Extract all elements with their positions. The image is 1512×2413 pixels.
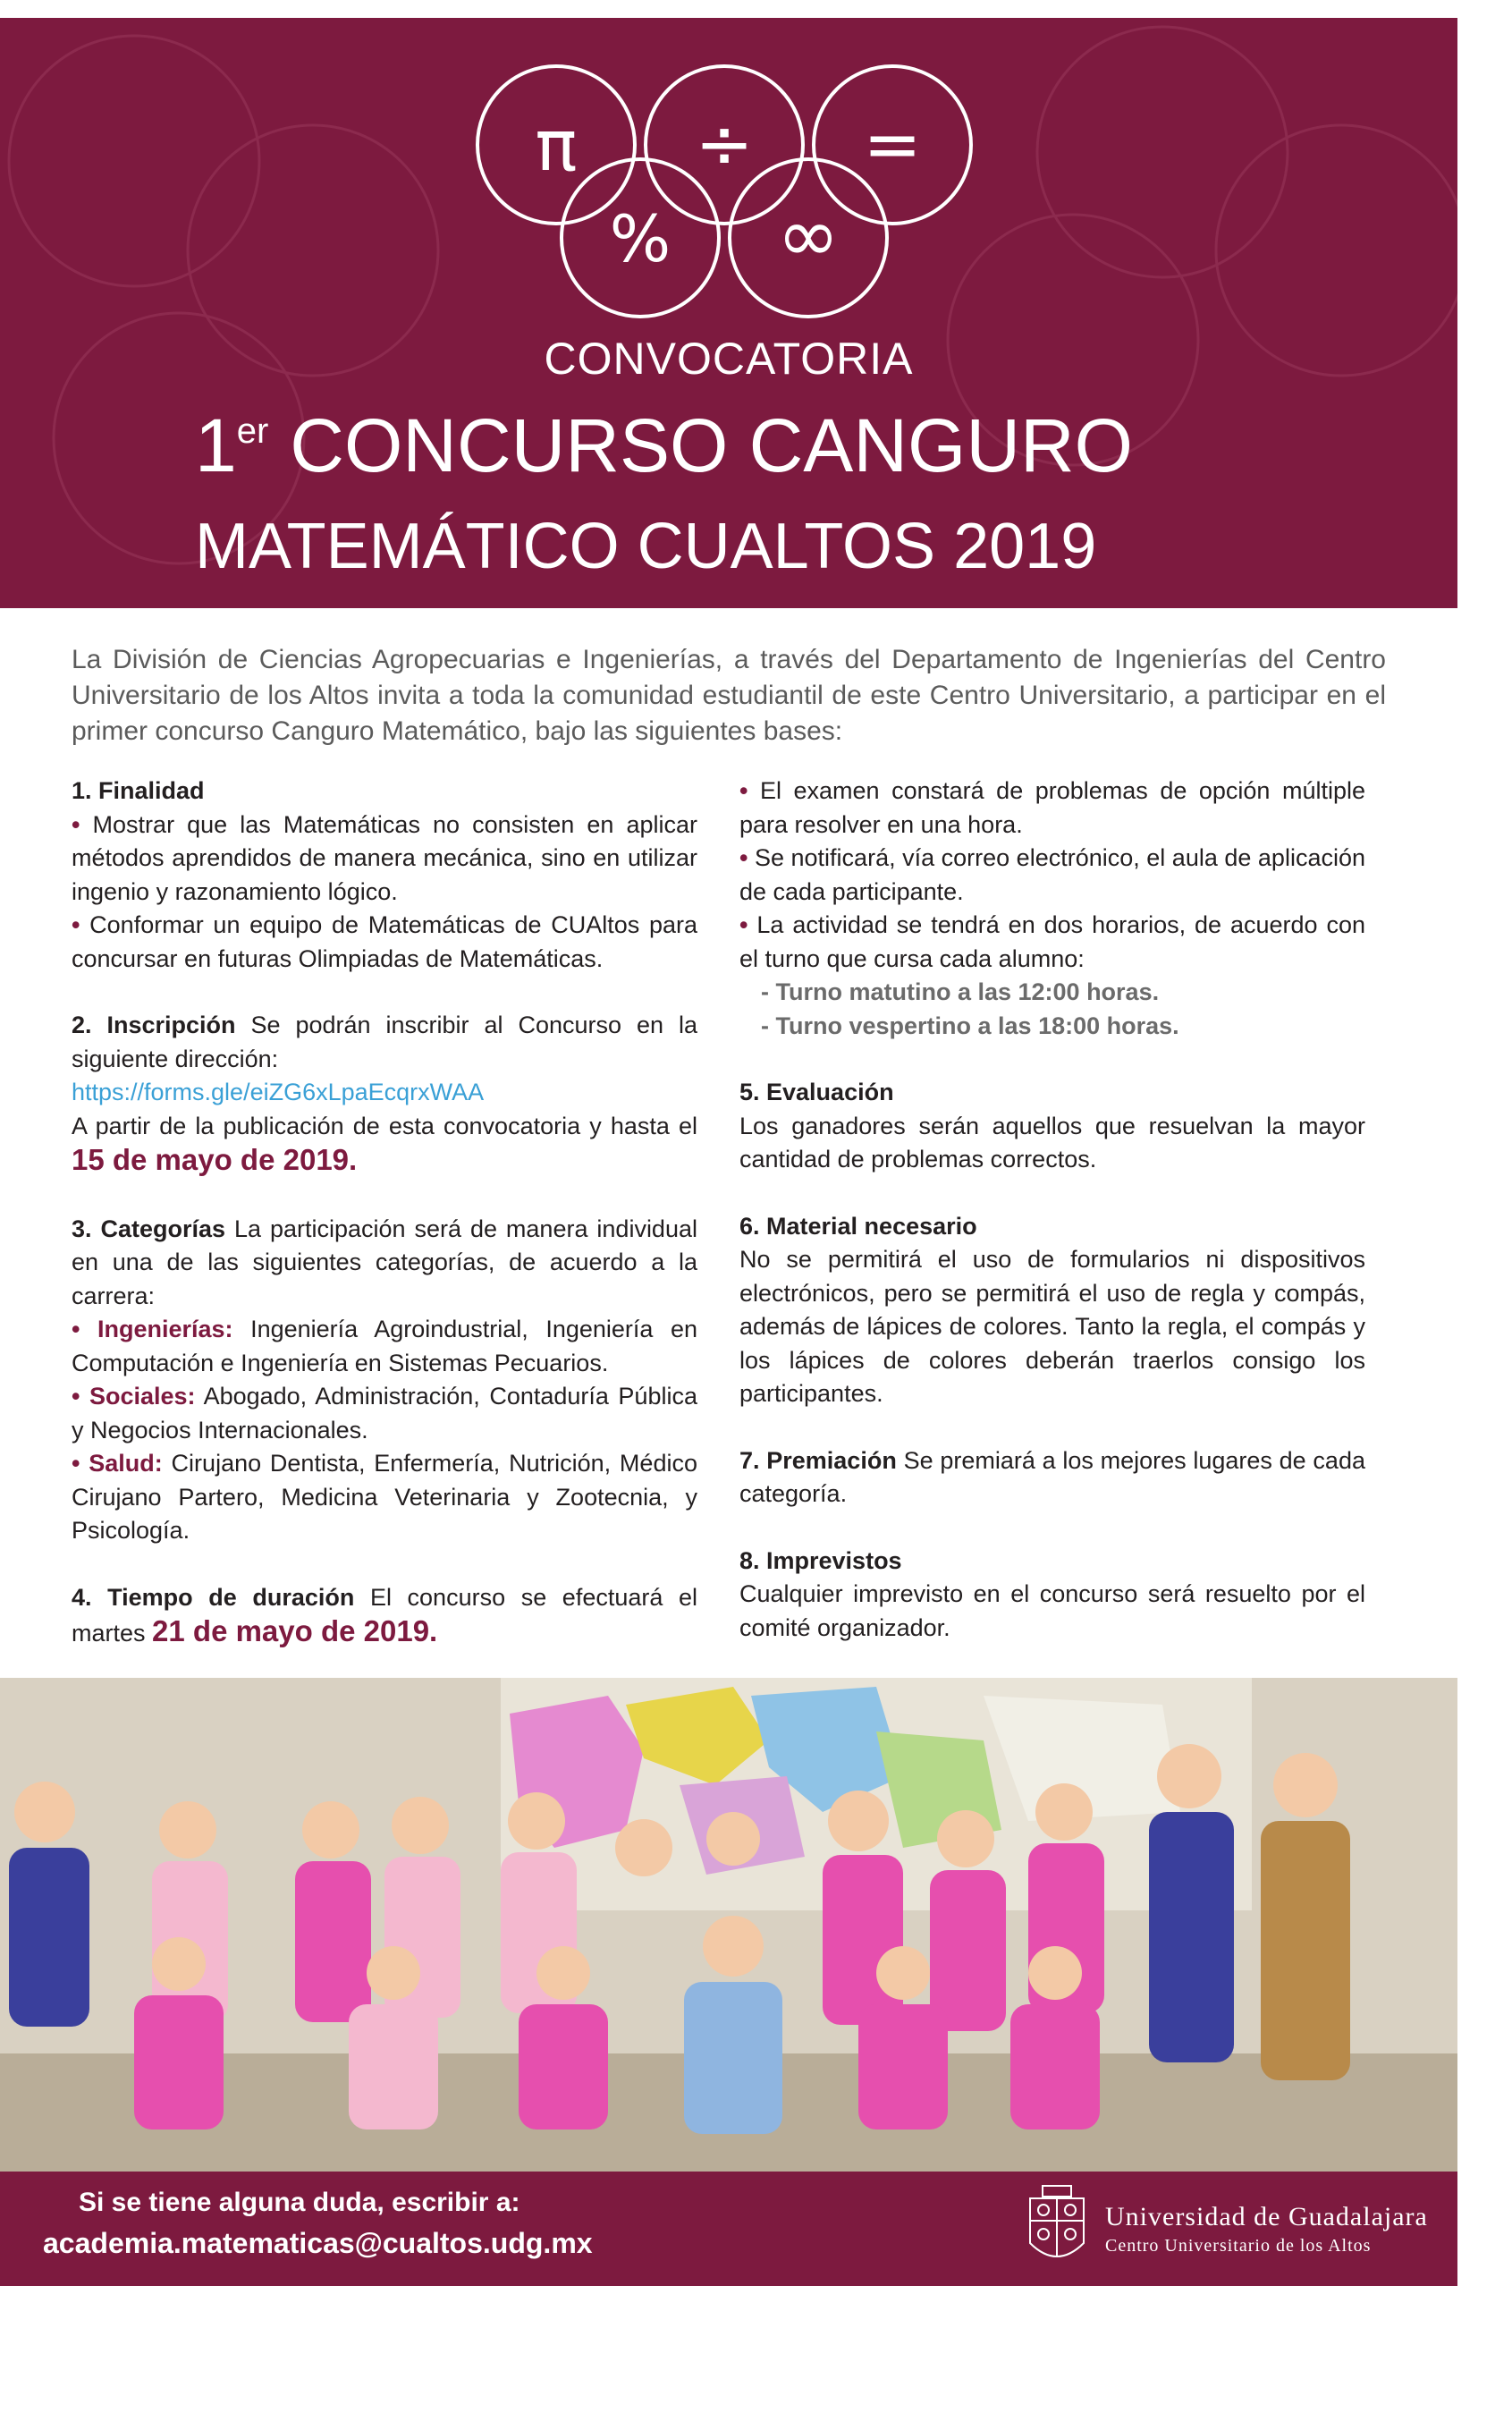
contest-date: 21 de mayo de 2019. (152, 1614, 438, 1647)
category-label: Salud: (89, 1450, 163, 1477)
list-item-text: Se notificará, vía correo electrónico, el aula de aplicación de cada participante. (739, 844, 1365, 905)
category-label: Sociales: (89, 1383, 196, 1410)
section-heading: 8. Imprevistos (739, 1546, 902, 1574)
section-text: El concurso se efectuará el martes (72, 1583, 697, 1647)
intro-paragraph: La División de Ciencias Agropecuarias e Ingenierías, a través del Departamento de Ingenierías del Centro Universitario de los Altos invita a toda la comunidad estudiantil de este Centro Universitario, a participar en el primer concurso Canguro Matemático, bajo las siguientes bases: (72, 645, 1386, 746)
section-text: Los ganadores serán aquellos que resuelvan la mayor cantidad de problemas correctos. (739, 1112, 1365, 1173)
section-text: A partir de la publicación de esta convocatoria y hasta el (72, 1112, 697, 1139)
contact-email[interactable]: academia.matematicas@cualtos.udg.mx (43, 2227, 593, 2259)
list-item (739, 909, 1365, 976)
section-text: Se podrán inscribir al Concurso en la siguiente dirección: (72, 1012, 697, 1072)
section-heading: 4. Tiempo de duración (72, 1583, 355, 1611)
section-text: No se permitirá el uso de formularios ni dispositivos electrónicos, pero se permitirá el uso de regla y compás, además de lápices de colores. Tanto la regla, el compás y los lápices de colores deberán traerlos consigo los participantes. (739, 1246, 1365, 1407)
list-item-text: La actividad se tendrá en dos horarios, de acuerdo con el turno que cursa cada alumno: (739, 911, 1365, 972)
bullet: • (72, 1383, 80, 1410)
convocatoria-label: CONVOCATORIA (544, 334, 914, 384)
bullet: • (739, 777, 748, 804)
page-title-line1 (195, 402, 1133, 489)
bullet: • (72, 810, 80, 838)
category-item (72, 1447, 697, 1548)
list-item (72, 909, 697, 976)
title-ordinal: 1 (195, 403, 237, 487)
list-item-text: Mostrar que las Matemáticas no consisten en aplicar métodos aprendidos de manera mecánica, sino en utilizar ingenio y razonamiento lógico. (72, 810, 697, 905)
category-label: Ingenierías: (97, 1316, 233, 1342)
bullet: • (739, 911, 748, 938)
category-text: Abogado, Administración, Contaduría Pública y Negocios Internacionales. (72, 1383, 697, 1444)
center-name: Centro Universitario de los Altos (1105, 2236, 1372, 2256)
inscripcion-paragraph (72, 1009, 697, 1076)
equals-symbol: = (863, 105, 922, 185)
list-item (72, 809, 697, 910)
pi-symbol: π (535, 106, 578, 187)
section-evaluacion (739, 1076, 1365, 1177)
percent-symbol: % (609, 201, 672, 276)
bullet: • (72, 911, 80, 938)
section-heading: 3. Categorías (72, 1215, 226, 1242)
section-finalidad (72, 775, 697, 976)
categorias-paragraph (72, 1213, 697, 1314)
section-heading: 6. Material necesario (739, 1212, 977, 1240)
bullet: • (739, 844, 748, 871)
section-text: Se premiará a los mejores lugares de cada categoría. (739, 1446, 1365, 1507)
contact-question: Si se tiene alguna duda, escribir a: (79, 2188, 520, 2217)
university-seal-icon (1021, 2180, 1093, 2275)
right-column (739, 775, 1365, 1678)
section-imprevistos (739, 1545, 1365, 1646)
footer-banner (0, 2172, 1457, 2286)
deadline-date: 15 de mayo de 2019. (72, 1143, 358, 1176)
title-text: CONCURSO CANGURO (290, 403, 1133, 487)
group-photo (0, 1678, 1457, 2172)
section-heading: 7. Premiación (739, 1446, 897, 1474)
group-photo-illustration (0, 1678, 1457, 2172)
section-text: La participación será de manera individual en una de las siguientes categorías, de acuerdo a la carrera: (72, 1215, 697, 1309)
section-heading: 5. Evaluación (739, 1079, 894, 1105)
registration-link-text[interactable]: https://forms.gle/eiZG6xLpaEcqrxWAA (72, 1079, 485, 1105)
premiacion-paragraph (739, 1444, 1365, 1511)
list-item (739, 842, 1365, 909)
section-premiacion (739, 1444, 1365, 1511)
page-title-line2: MATEMÁTICO CUALTOS 2019 (195, 511, 1097, 582)
list-item-text: Conformar un equipo de Matemáticas de CUAltos para concursar en futuras Olimpiadas de Matemáticas. (72, 911, 697, 972)
section-material (739, 1210, 1365, 1411)
turno-vespertino: - Turno vespertino a las 18:00 horas. (761, 1012, 1179, 1039)
category-text: Ingeniería Agroindustrial, Ingeniería en Computación e Ingeniería en Sistemas Pecuarios. (72, 1316, 697, 1376)
registration-link[interactable] (72, 1076, 697, 1110)
section-inscripcion (72, 1009, 697, 1180)
left-column (72, 775, 697, 1684)
category-text: Cirujano Dentista, Enfermería, Nutrición, Médico Cirujano Partero, Medicina Veterinaria y Zootecnia, y Psicología. (72, 1450, 697, 1544)
section-duracion (72, 1581, 697, 1651)
section-text: Cualquier imprevisto en el concurso será resuelto por el comité organizador. (739, 1580, 1365, 1641)
deadline-paragraph (72, 1110, 697, 1180)
header-banner (0, 18, 1457, 608)
university-name: Universidad de Guadalajara (1105, 2202, 1428, 2231)
divide-symbol: ÷ (695, 105, 754, 185)
list-item-text: El examen constará de problemas de opción múltiple para resolver en una hora. (739, 777, 1365, 838)
category-item (72, 1380, 697, 1447)
duracion-paragraph (72, 1581, 697, 1651)
bullet: • (72, 1316, 80, 1342)
category-item (72, 1313, 697, 1380)
title-ordinal-suffix: er (236, 411, 269, 451)
section-categorias (72, 1213, 697, 1548)
section-heading: 1. Finalidad (72, 777, 205, 804)
turno-matutino: - Turno matutino a las 12:00 horas. (761, 978, 1160, 1005)
list-item (739, 775, 1365, 842)
math-symbols-logo (474, 63, 975, 331)
bullet: • (72, 1450, 80, 1477)
infinity-symbol: ∞ (777, 191, 840, 279)
section-examen (739, 775, 1365, 1043)
section-heading: 2. Inscripción (72, 1012, 236, 1038)
